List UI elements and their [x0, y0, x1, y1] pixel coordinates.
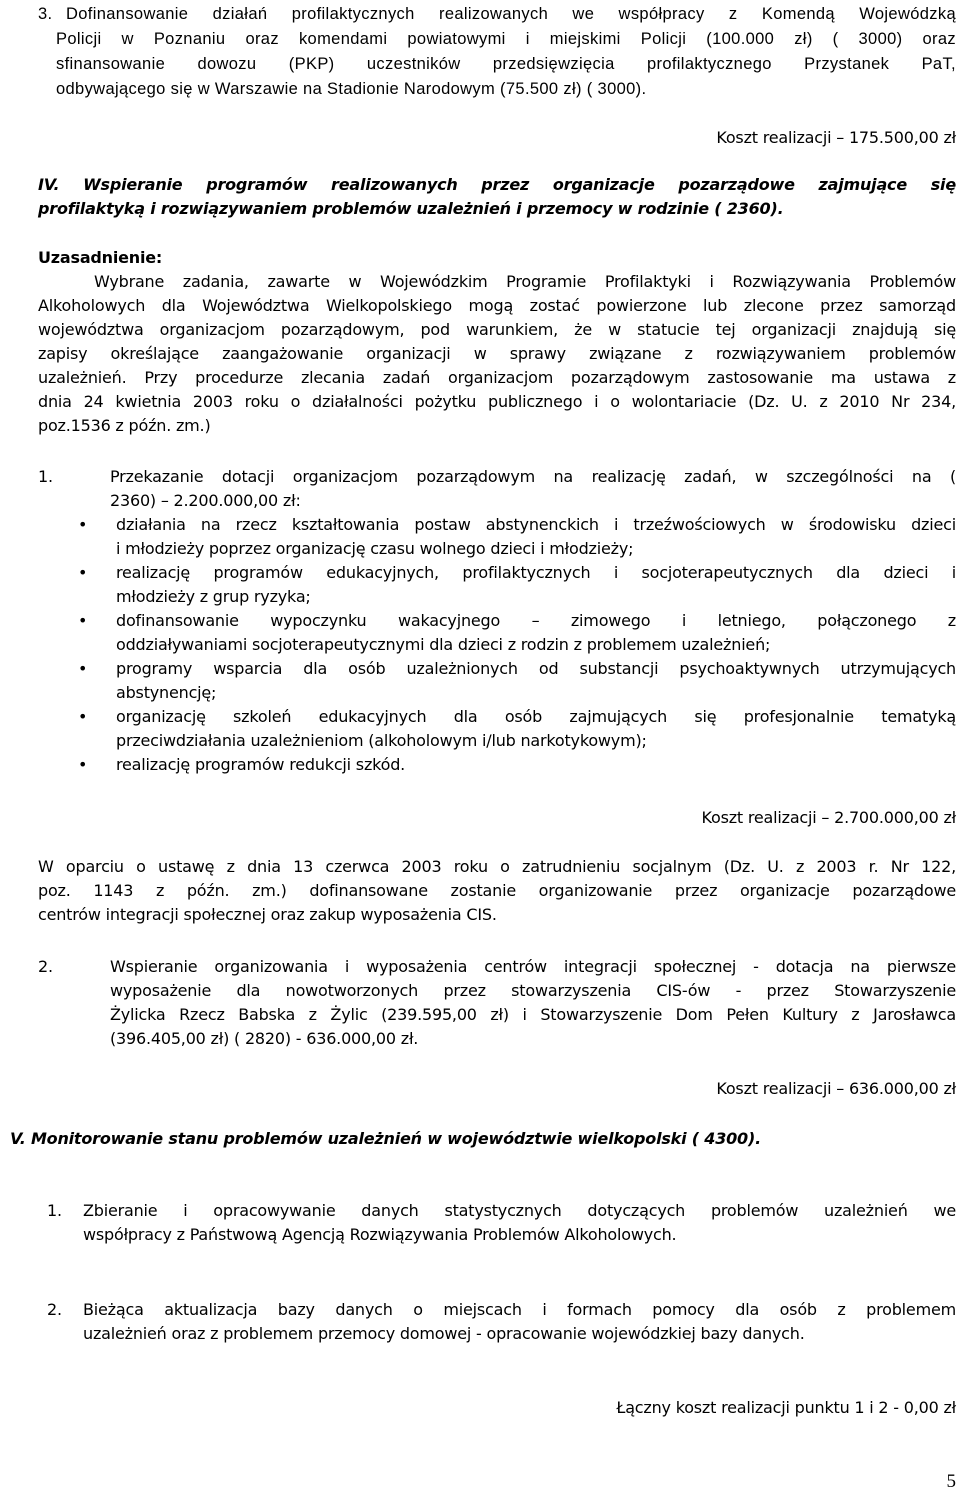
- bullet-4-line-2: abstynencję;: [116, 683, 217, 702]
- sec4-item-2-line-2: wyposażenie dla nowotworzonych przez stowarzyszenia CIS-ów - przez Stowarzyszenie: [110, 981, 956, 1000]
- sec4-item-1-cost-text: Koszt realizacji – 2.700.000,00 zł: [701, 808, 956, 827]
- page-number: 5: [946, 1471, 956, 1492]
- sec4-item-2-text: [38, 955, 956, 1051]
- justification: [38, 246, 956, 438]
- justification-line-1: Wybrane zadania, zawarte w Wojewódzkim Programie Profilaktyki i Rozwiązywania Problemów: [94, 272, 956, 291]
- sec4-item-2-number: 2.: [38, 957, 53, 976]
- bullet-item: [78, 561, 956, 609]
- sec5-item-1-line-1: Zbieranie i opracowywanie danych statystycznych dotyczących problemów uzależnień we: [83, 1201, 956, 1220]
- justification-line-2: Alkoholowych dla Województwa Wielkopolskiego mogą zostać powierzone lub zlecone przez samorząd: [38, 296, 956, 315]
- bullet-item: [78, 657, 956, 705]
- sec3-cost: [38, 126, 956, 150]
- social-employment-paragraph: [38, 855, 956, 927]
- bullet-6-line-1: realizację programów redukcji szkód.: [116, 755, 406, 774]
- bullet-3-line-2: oddziaływaniami socjoterapeutycznymi dla dzieci z rodzin z problemem uzależnień;: [116, 635, 771, 654]
- sec3-line-4: odbywającego się w Warszawie na Stadionie Narodowym (75.500 zł) ( 3000).: [56, 80, 647, 98]
- section-3-body: [56, 27, 956, 102]
- bullet-icon: •: [78, 563, 88, 582]
- bullet-icon: •: [78, 659, 88, 678]
- sec5-item-2-text: [47, 1298, 956, 1346]
- justification-line-3: województwa organizacjom pozarządowym, pod warunkiem, że w statucie tej organizacji znajdują się: [38, 320, 956, 339]
- sec3-line-1: [38, 2, 956, 27]
- bullet-5-line-2: przeciwdziałania uzależnieniom (alkoholowym i/lub narkotykowym);: [116, 731, 647, 750]
- social-employment-line-2: poz. 1143 z późn. zm.) dofinansowane zostanie organizowanie przez organizacje pozarządowe: [38, 881, 956, 900]
- sec4-item-2-line-1: Wspieranie organizowania i wyposażenia centrów integracji społecznej - dotacja na pierwsze: [110, 957, 956, 976]
- social-employment-line-3: centrów integracji społecznej oraz zakup wyposażenia CIS.: [38, 905, 497, 924]
- justification-line-5: uzależnień. Przy procedurze zlecania zadań organizacjom pozarządowym zastosowanie ma ustawa z: [38, 368, 956, 387]
- section-5-heading: [10, 1127, 956, 1151]
- bullet-2-line-2: młodzieży z grup ryzyka;: [116, 587, 311, 606]
- bullet-5-line-1: organizację szkoleń edukacyjnych dla osób zajmujących się profesjonalnie tematyką: [116, 707, 956, 726]
- bullet-item: [78, 753, 956, 777]
- justification-line-4: zapisy określające zaangażowanie organizacji w sprawy związane z rozwiązywaniem problemów: [38, 344, 956, 363]
- sec4-item-1-text: [38, 465, 956, 513]
- sec5-item-2-line-1: Bieżąca aktualizacja bazy danych o miejscach i formach pomocy dla osób z problemem: [83, 1300, 956, 1319]
- sec4-item-1-number: 1.: [38, 467, 53, 486]
- sec5-item-1: [47, 1199, 956, 1247]
- bullet-item: [78, 705, 956, 753]
- justification-line-6: dnia 24 kwietnia 2003 roku o działalności pożytku publicznego i o wolontariacie (Dz. U. z 2010 Nr 234,: [38, 392, 956, 411]
- sec4-item-2-line-4: (396.405,00 zł) ( 2820) - 636.000,00 zł.: [110, 1029, 419, 1048]
- bullet-item: [78, 513, 956, 561]
- sec5-item-2-number: 2.: [47, 1300, 62, 1319]
- bullet-icon: •: [78, 611, 88, 630]
- sec5-item-2-line-2: uzależnień oraz z problemem przemocy domowej - opracowanie wojewódzkiej bazy danych.: [83, 1324, 805, 1343]
- sec4-bullet-list: [78, 513, 956, 777]
- sec4-item-1-cost: [38, 806, 956, 830]
- social-employment-line-1: W oparciu o ustawę z dnia 13 czerwca 2003 roku o zatrudnieniu socjalnym (Dz. U. z 2003 r. Nr 122,: [38, 857, 956, 876]
- bullet-3-line-1: dofinansowanie wypoczynku wakacyjnego – zimowego i letniego, połączonego z: [116, 611, 956, 630]
- section-4-heading: [38, 173, 956, 221]
- sec5-item-2: [47, 1298, 956, 1346]
- bullet-4-line-1: programy wsparcia dla osób uzależnionych od substancji psychoaktywnych utrzymujących: [116, 659, 956, 678]
- sec4-item-2-cost: [38, 1077, 956, 1101]
- sec5-item-1-number: 1.: [47, 1201, 62, 1220]
- sec4-heading-line-1: IV. Wspieranie programów realizowanych przez organizacje pozarządowe zajmujące się: [38, 175, 956, 194]
- sec4-item-2-cost-text: Koszt realizacji – 636.000,00 zł: [716, 1079, 956, 1098]
- sec4-item-2: [38, 955, 956, 1051]
- bullet-icon: •: [78, 755, 88, 774]
- bullet-1-line-2: i młodzieży poprzez organizację czasu wolnego dzieci i młodzieży;: [116, 539, 634, 558]
- sec4-item-1-line-1: Przekazanie dotacji organizacjom pozarządowym na realizację zadań, w szczególności na (: [110, 467, 956, 486]
- sec3-text-1: Dofinansowanie działań profilaktycznych realizowanych we współpracy z Komendą Wojewódzką: [66, 5, 956, 23]
- sec5-total-cost-text: Łączny koszt realizacji punktu 1 i 2 - 0,00 zł: [616, 1398, 956, 1417]
- bullet-icon: •: [78, 515, 88, 534]
- sec3-line-2: Policji w Poznaniu oraz komendami powiatowymi i miejskimi Policji (100.000 zł) ( 3000) oraz: [56, 30, 956, 48]
- sec4-item-1: [38, 465, 956, 513]
- sec5-item-1-text: [47, 1199, 956, 1247]
- sec4-item-1-line-2: 2360) – 2.200.000,00 zł:: [110, 491, 301, 510]
- sec5-heading-text: V. Monitorowanie stanu problemów uzależnień w województwie wielkopolski ( 4300).: [10, 1129, 761, 1148]
- sec3-number: 3.: [38, 5, 53, 23]
- bullet-1-line-1: działania na rzecz kształtowania postaw abstynenckich i trzeźwościowych w środowisku dzieci: [116, 515, 956, 534]
- sec3-line-3: sfinansowanie dowozu (PKP) uczestników przedsięwzięcia profilaktycznego Przystanek PaT,: [56, 55, 956, 73]
- section-3: [38, 2, 956, 27]
- sec5-item-1-line-2: współpracy z Państwową Agencją Rozwiązywania Problemów Alkoholowych.: [83, 1225, 677, 1244]
- sec4-item-2-line-3: Żylicka Rzecz Babska z Żylic (239.595,00 zł) i Stowarzyszenie Dom Pełen Kultury z Jarosławca: [110, 1005, 956, 1024]
- sec5-total-cost: [38, 1396, 956, 1420]
- bullet-icon: •: [78, 707, 88, 726]
- justification-line-7: poz.1536 z późn. zm.): [38, 416, 211, 435]
- sec3-cost-text: Koszt realizacji – 175.500,00 zł: [716, 128, 956, 147]
- justification-label: Uzasadnienie:: [38, 248, 163, 267]
- bullet-item: [78, 609, 956, 657]
- sec4-heading-line-2: profilaktyką i rozwiązywaniem problemów uzależnień i przemocy w rodzinie ( 2360).: [38, 199, 784, 218]
- bullet-2-line-1: realizację programów edukacyjnych, profilaktycznych i socjoterapeutycznych dla dzieci i: [116, 563, 956, 582]
